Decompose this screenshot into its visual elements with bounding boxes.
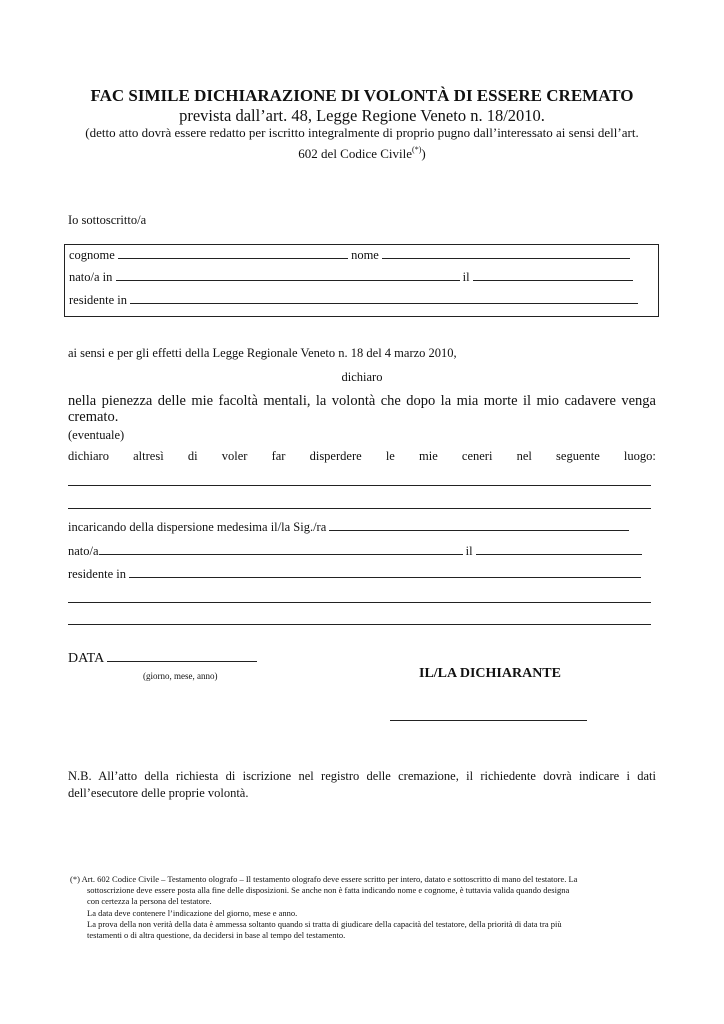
dispersion-sentence bbox=[68, 449, 656, 464]
residente2-row bbox=[68, 566, 641, 582]
residente-row bbox=[69, 292, 638, 308]
dispersion-word: voler bbox=[221, 449, 248, 463]
document-title: FAC SIMILE DICHIARAZIONE DI VOLONTÀ DI ESSERE CREMATO bbox=[90, 86, 634, 105]
dispersion-word: nel bbox=[516, 449, 532, 463]
extra-line-1[interactable] bbox=[68, 602, 651, 603]
main-statement: nella pienezza delle mie facoltà mentali, la volontà che dopo la mia morte il mio cadavere venga cremato. bbox=[68, 393, 656, 425]
nato2-row bbox=[68, 543, 642, 559]
incaricato-residenza-field[interactable] bbox=[129, 566, 641, 578]
residente-label: residente in bbox=[69, 293, 127, 307]
header-note bbox=[60, 124, 664, 162]
nome-label: nome bbox=[351, 248, 379, 262]
data-label: DATA bbox=[68, 651, 104, 666]
dispersion-word: dichiaro bbox=[68, 449, 109, 463]
dispersion-word: seguente bbox=[556, 449, 600, 463]
incaricato-nome-field[interactable] bbox=[329, 519, 629, 531]
document-subtitle: prevista dall’art. 48, Legge Regione Veneto n. 18/2010. bbox=[179, 106, 545, 125]
legal-reference: ai sensi e per gli effetti della Legge Regionale Veneto n. 18 del 4 marzo 2010, bbox=[68, 346, 457, 360]
nato-row bbox=[69, 269, 633, 285]
dispersion-word: di bbox=[187, 449, 198, 463]
dispersion-word: altresì bbox=[133, 449, 164, 463]
dichiaro-heading: dichiaro bbox=[341, 370, 383, 384]
dispersion-word: ceneri bbox=[461, 449, 493, 463]
identity-box bbox=[64, 244, 659, 317]
dispersion-word: luogo: bbox=[623, 449, 656, 463]
cognome-label: cognome bbox=[69, 248, 115, 262]
dispersion-word: disperdere bbox=[309, 449, 362, 463]
footnote-line: con certezza la persona del testatore. bbox=[87, 896, 212, 907]
luogo-dispersione-line-2[interactable] bbox=[68, 508, 651, 509]
incaricando-row bbox=[68, 519, 629, 535]
signer-label: IL/LA DICHIARANTE bbox=[419, 666, 561, 681]
footnote-marker: (*) bbox=[412, 145, 422, 154]
header-note-prefix: 602 del Codice Civile bbox=[298, 146, 413, 161]
nato2-label: nato/a bbox=[68, 544, 99, 558]
residente2-label: residente in bbox=[68, 567, 126, 581]
data-nascita-field[interactable] bbox=[473, 269, 633, 281]
incaricando-label: incaricando della dispersione medesima il/la Sig./ra bbox=[68, 520, 327, 534]
data-field[interactable] bbox=[107, 650, 257, 662]
header-note-line1: (detto atto dovrà essere redatto per iscritto integralmente di proprio pugno dall’interessato ai sensi dell’art. bbox=[85, 125, 639, 140]
footnote-line: La data deve contenere l’indicazione del giorno, mese e anno. bbox=[87, 907, 298, 918]
footnote-line: testamenti o di altra questione, da decidersi in base al tempo del testamento. bbox=[87, 930, 346, 941]
dispersion-word: mie bbox=[419, 449, 438, 463]
header-note-suffix: ) bbox=[421, 146, 426, 161]
luogo-nascita-field[interactable] bbox=[116, 269, 460, 281]
intro-label: Io sottoscritto/a bbox=[68, 213, 147, 227]
footnote-line: La prova della non verità della data è ammessa soltanto quando si tratta di giudicare della capacità del testatore, della priorità di data tra più bbox=[87, 918, 562, 929]
footnote-line: (*) Art. 602 Codice Civile – Testamento olografo – Il testamento olografo deve essere scritto per intero, datato e sottoscritto di mano del testatore. La bbox=[70, 874, 578, 884]
data-row bbox=[68, 650, 257, 667]
footnote-line: sottoscrizione deve essere posta alla fine delle disposizioni. Se anche non è fatta indicando nome e cognome, è tuttavia valida quando designa bbox=[87, 885, 570, 896]
residenza-field[interactable] bbox=[130, 292, 638, 304]
dispersion-word: far bbox=[271, 449, 286, 463]
cognome-field[interactable] bbox=[118, 247, 348, 259]
incaricato-data-nascita-field[interactable] bbox=[476, 543, 642, 555]
signature-line[interactable] bbox=[390, 720, 587, 721]
footnote bbox=[70, 874, 660, 941]
luogo-dispersione-line-1[interactable] bbox=[68, 485, 651, 486]
il2-label: il bbox=[465, 544, 473, 558]
nb-note: N.B. All’atto della richiesta di iscrizione nel registro delle cremazione, il richiedente dovrà indicare i dati dell’esecutore delle proprie volontà. bbox=[68, 769, 656, 800]
cognome-row bbox=[69, 247, 630, 263]
header-note-line2 bbox=[60, 141, 664, 162]
nome-field[interactable] bbox=[382, 247, 630, 259]
il-label: il bbox=[462, 270, 470, 284]
dispersion-word: le bbox=[385, 449, 395, 463]
extra-line-2[interactable] bbox=[68, 624, 651, 625]
nato-label: nato/a in bbox=[69, 270, 113, 284]
incaricato-luogo-nascita-field[interactable] bbox=[99, 543, 463, 555]
data-hint: (giorno, mese, anno) bbox=[143, 671, 218, 681]
eventuale-label: (eventuale) bbox=[68, 428, 125, 442]
